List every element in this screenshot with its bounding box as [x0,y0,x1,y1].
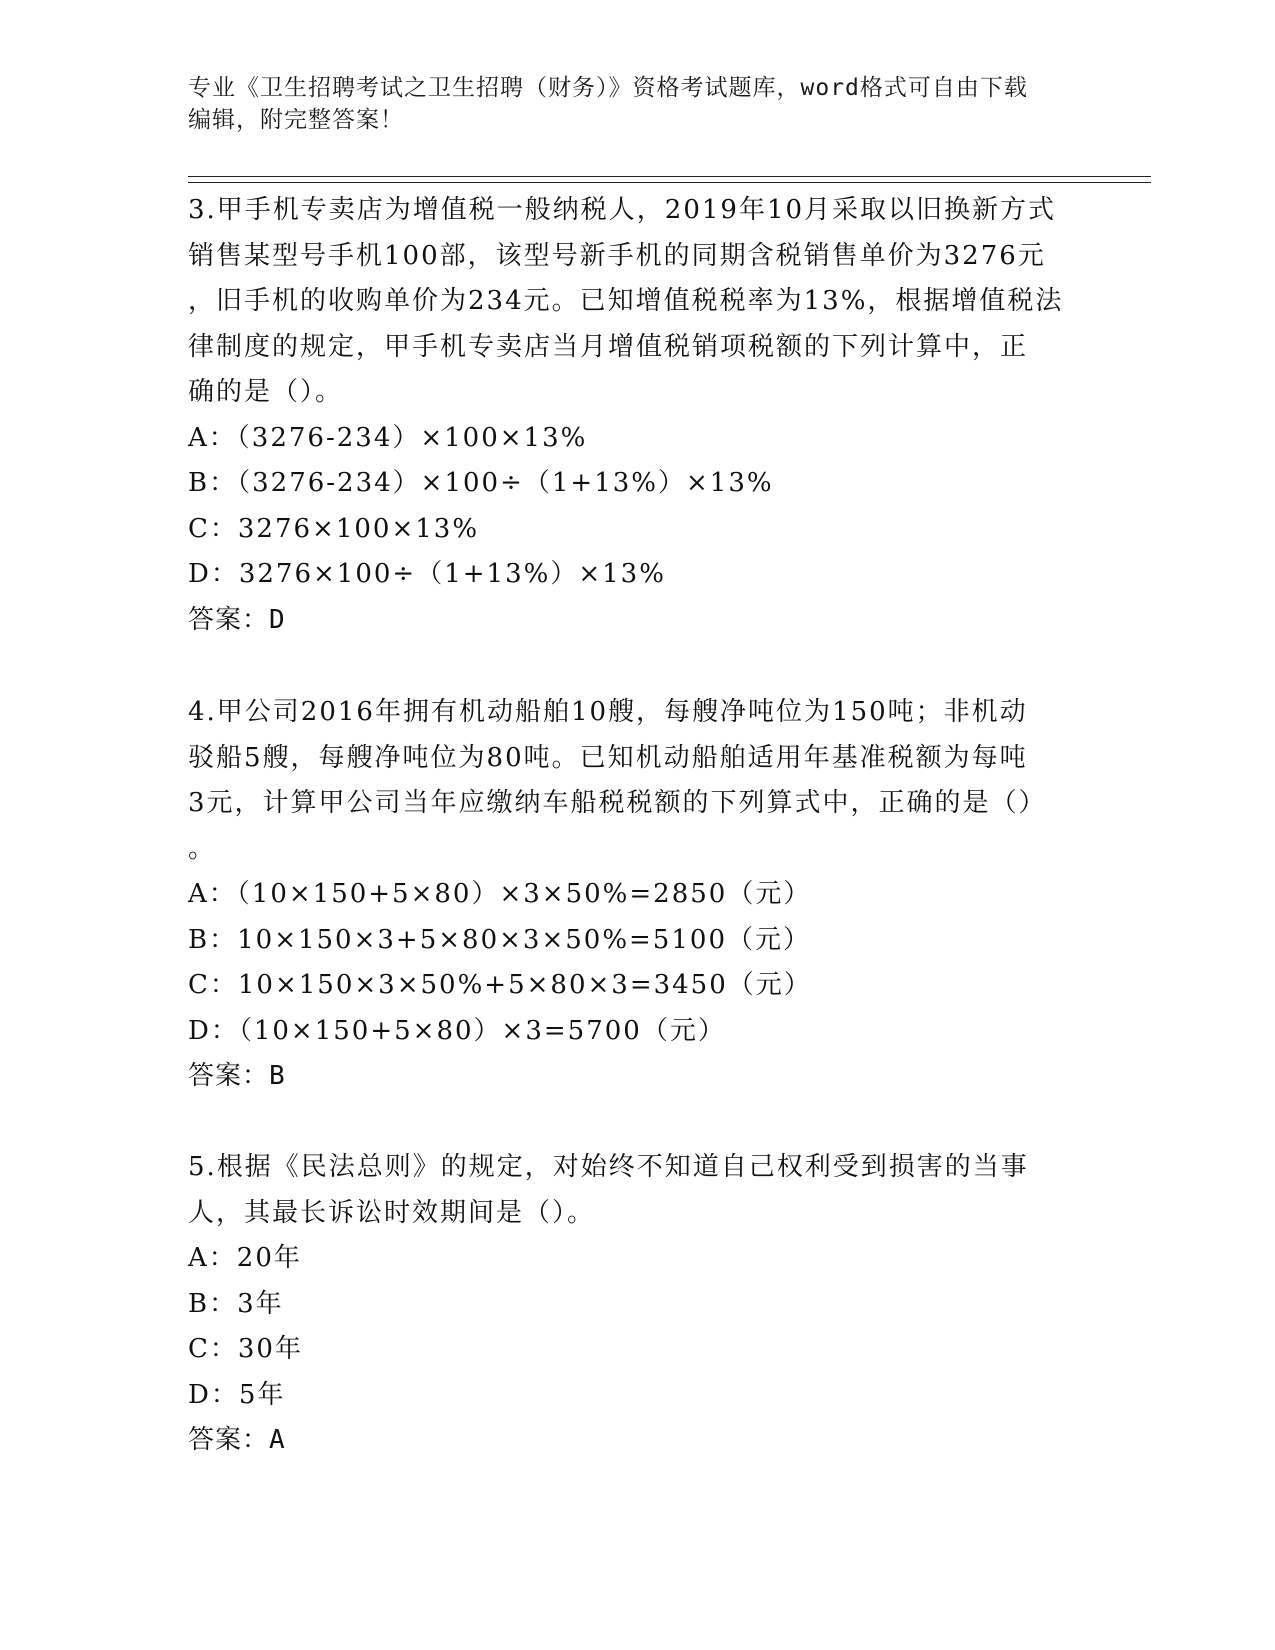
option-a: A：（3276-234）×100×13% [188,422,588,453]
answer-line: 答案：A [188,1425,286,1455]
header-line-1: 专业《卫生招聘考试之卫生招聘（财务）》资格考试题库，word格式可自由下载 [188,75,1028,101]
option-list [188,872,1088,1054]
option-c: C：10×150×3×50%+5×80×3=3450（元） [188,970,812,1000]
question-5 [188,1145,1088,1464]
document-header [188,72,1068,136]
option-b: B：10×150×3+5×80×3×50%=5100（元） [188,924,811,955]
option-list [188,1236,1088,1418]
question-stem [188,188,1088,416]
stem-line: 。 [188,833,217,864]
option-b: B：（3276-234）×100÷（1+13%）×13% [188,468,774,498]
stem-line: 3.甲手机专卖店为增值税一般纳税人，2019年10月采取以旧换新方式 [188,195,1057,225]
header-line-2: 编辑，附完整答案！ [188,107,404,133]
stem-line: 确的是（）。 [188,377,344,407]
stem-line: ，旧手机的收购单价为234元。已知增值税税率为13%，根据增值税法 [188,286,1064,316]
stem-line: 律制度的规定，甲手机专卖店当月增值税销项税额的下列计算中，正 [188,331,1029,362]
option-a: A：20年 [188,1243,302,1273]
option-c: C：3276×100×13% [188,513,480,544]
option-c: C：30年 [188,1334,303,1364]
answer-line: 答案：B [188,1061,286,1091]
stem-line: 4.甲公司2016年拥有机动船舶10艘，每艘净吨位为150吨；非机动 [188,697,1028,727]
option-d: D：（10×150+5×80）×3=5700（元） [188,1015,726,1046]
question-stem [188,1145,1088,1236]
option-b: B：3年 [188,1288,284,1319]
question-stem [188,690,1088,872]
option-list [188,416,1088,598]
answer-line: 答案：D [188,604,286,635]
question-4 [188,690,1088,1100]
question-3 [188,188,1088,643]
stem-line: 3元，计算甲公司当年应缴纳车船税税额的下列算式中，正确的是（） [188,788,1047,818]
header-divider-bottom [188,182,1151,183]
stem-line: 5.根据《民法总则》的规定，对始终不知道自己权利受到损害的当事 [188,1152,1029,1182]
header-divider-top [188,176,1151,177]
option-a: A：（10×150+5×80）×3×50%=2850（元） [188,879,812,909]
stem-line: 驳船5艘，每艘净吨位为80吨。已知机动船舶适用年基准税额为每吨 [188,742,1028,773]
option-d: D：3276×100÷（1+13%）×13% [188,559,666,589]
stem-line: 销售某型号手机100部，该型号新手机的同期含税销售单价为3276元 [188,240,1046,271]
stem-line: 人，其最长诉讼时效期间是（）。 [188,1197,596,1228]
option-d: D：5年 [188,1379,286,1410]
